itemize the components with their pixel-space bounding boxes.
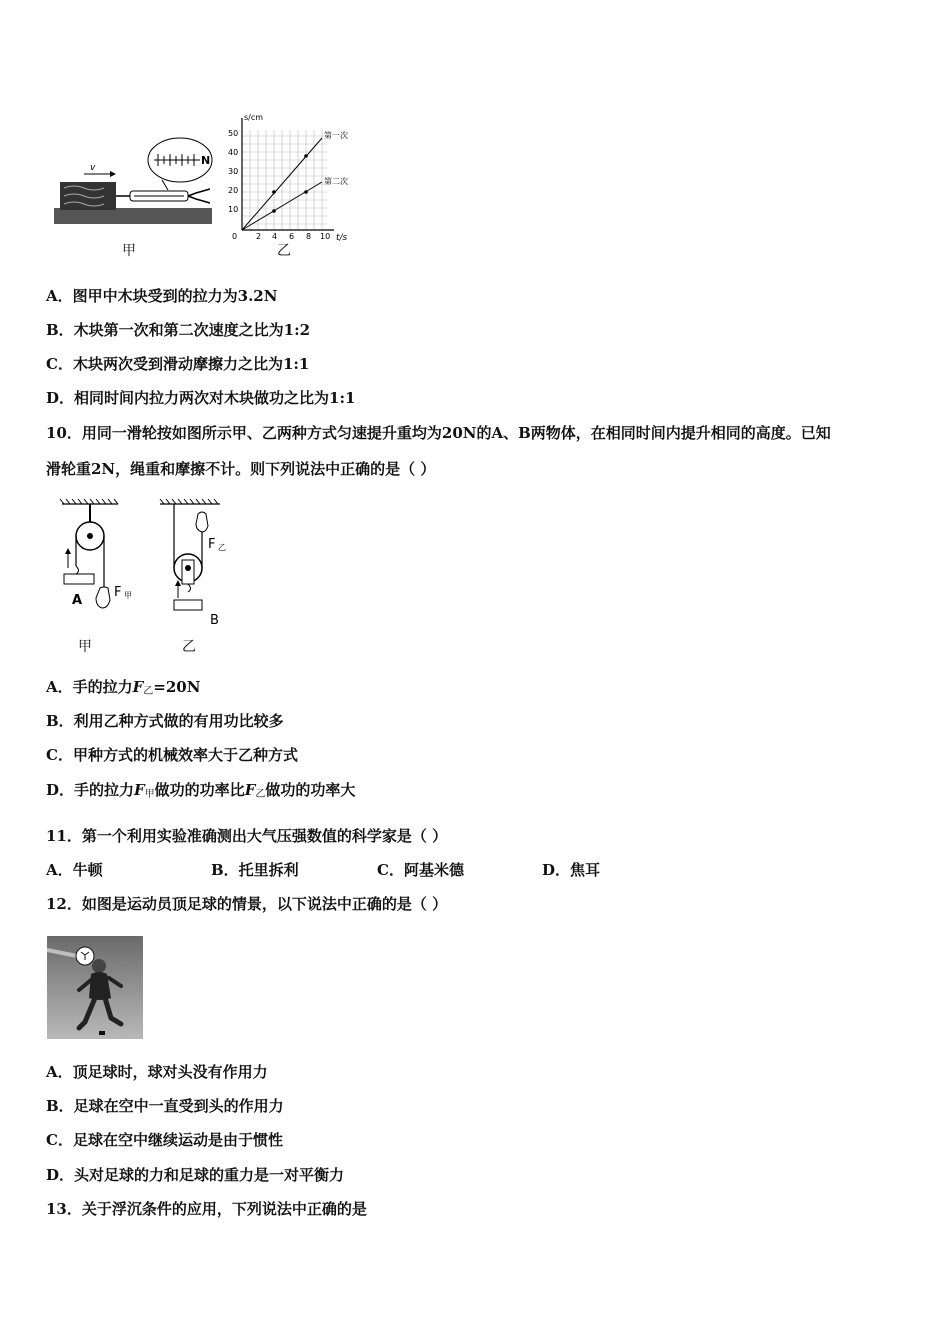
q9-option-c: C．木块两次受到滑动摩擦力之比为1:1 (46, 355, 310, 373)
svg-text:10: 10 (320, 232, 331, 241)
svg-text:t/s: t/s (336, 233, 348, 243)
q12-option-c: C．足球在空中继续运动是由于惯性 (46, 1131, 283, 1149)
q10-option-d: D．手的拉力$F_甲$做功的功率比$F_乙$做功的功率大 (46, 781, 356, 800)
svg-text:0: 0 (232, 232, 238, 241)
svg-text:2: 2 (256, 232, 262, 241)
player-head (92, 959, 106, 973)
q10-option-b: B．利用乙种方式做的有用功比较多 (46, 712, 284, 730)
object-b (174, 600, 202, 610)
svg-text:8: 8 (306, 232, 312, 241)
pulley-figure (56, 496, 256, 626)
block-spring-scale-figure (50, 130, 220, 230)
figure-caption-yi: 乙 (277, 243, 291, 259)
q12-stem: 12．如图是运动员顶足球的情景，以下说法中正确的是（ ） (46, 895, 448, 913)
q10-stem-line2: 滑轮重2N，绳重和摩擦不计。则下列说法中正确的是（ ） (46, 460, 436, 478)
hand-icon (188, 189, 210, 203)
q10-option-c: C．甲种方式的机械效率大于乙种方式 (46, 746, 298, 764)
up-arrow-icon (65, 548, 71, 554)
svg-text:50: 50 (228, 129, 239, 138)
svg-text:4: 4 (272, 232, 278, 241)
hand-icon (196, 512, 208, 532)
q9-option-d: D．相同时间内拉力两次对木块做功之比为1:1 (46, 389, 356, 407)
svg-text:10: 10 (228, 205, 239, 214)
svg-text:s/cm: s/cm (244, 113, 264, 122)
table-surface (54, 208, 212, 224)
svg-text:B: B (210, 613, 219, 626)
svg-text:F: F (208, 537, 216, 552)
pulley-caption-jia: 甲 (78, 639, 92, 655)
q9-option-a: A．图甲中木块受到的拉力为3.2N (46, 287, 278, 305)
q12-option-a: A．顶足球时，球对头没有作用力 (46, 1063, 268, 1081)
svg-text:甲: 甲 (124, 591, 132, 600)
q11-option-c: C．阿基米德 (377, 861, 464, 879)
svg-text:6: 6 (289, 232, 295, 241)
q11-option-a: A．牛顿 (46, 861, 103, 879)
q13-stem: 13．关于浮沉条件的应用，下列说法中正确的是 (46, 1200, 367, 1218)
q11-option-b: B．托里拆利 (211, 861, 299, 879)
q9-option-b: B．木块第一次和第二次速度之比为1:2 (46, 321, 311, 339)
q12-option-b: B．足球在空中一直受到头的作用力 (46, 1097, 284, 1115)
q11-stem: 11．第一个利用实验准确测出大气压强数值的科学家是（ ） (46, 827, 448, 845)
svg-text:A: A (72, 593, 83, 608)
hand-icon (96, 587, 110, 608)
svg-text:30: 30 (228, 167, 239, 176)
q11-option-d: D．焦耳 (542, 861, 601, 879)
s-t-graph (222, 110, 372, 260)
figure-caption-jia: 甲 (122, 243, 136, 259)
svg-text:第一次: 第一次 (324, 131, 348, 140)
svg-text:v: v (90, 163, 96, 173)
svg-text:40: 40 (228, 148, 239, 157)
header-ball-photo (47, 936, 143, 1039)
svg-text:N: N (201, 154, 211, 167)
svg-text:第二次: 第二次 (324, 177, 348, 186)
svg-text:乙: 乙 (218, 543, 226, 552)
velocity-arrow-icon (110, 171, 116, 177)
q10-stem-line1: 10．用同一滑轮按如图所示甲、乙两种方式匀速提升重均为20N的A、B两物体，在相同时间内提升相同的高度。已知 (46, 424, 831, 442)
pulley-caption-yi: 乙 (182, 639, 196, 655)
q10-option-a: A．手的拉力$F_乙=20N$ (46, 678, 201, 697)
svg-text:F: F (114, 585, 122, 600)
q12-option-d: D．头对足球的力和足球的重力是一对平衡力 (46, 1166, 345, 1184)
svg-text:20: 20 (228, 186, 239, 195)
object-a (64, 574, 94, 584)
